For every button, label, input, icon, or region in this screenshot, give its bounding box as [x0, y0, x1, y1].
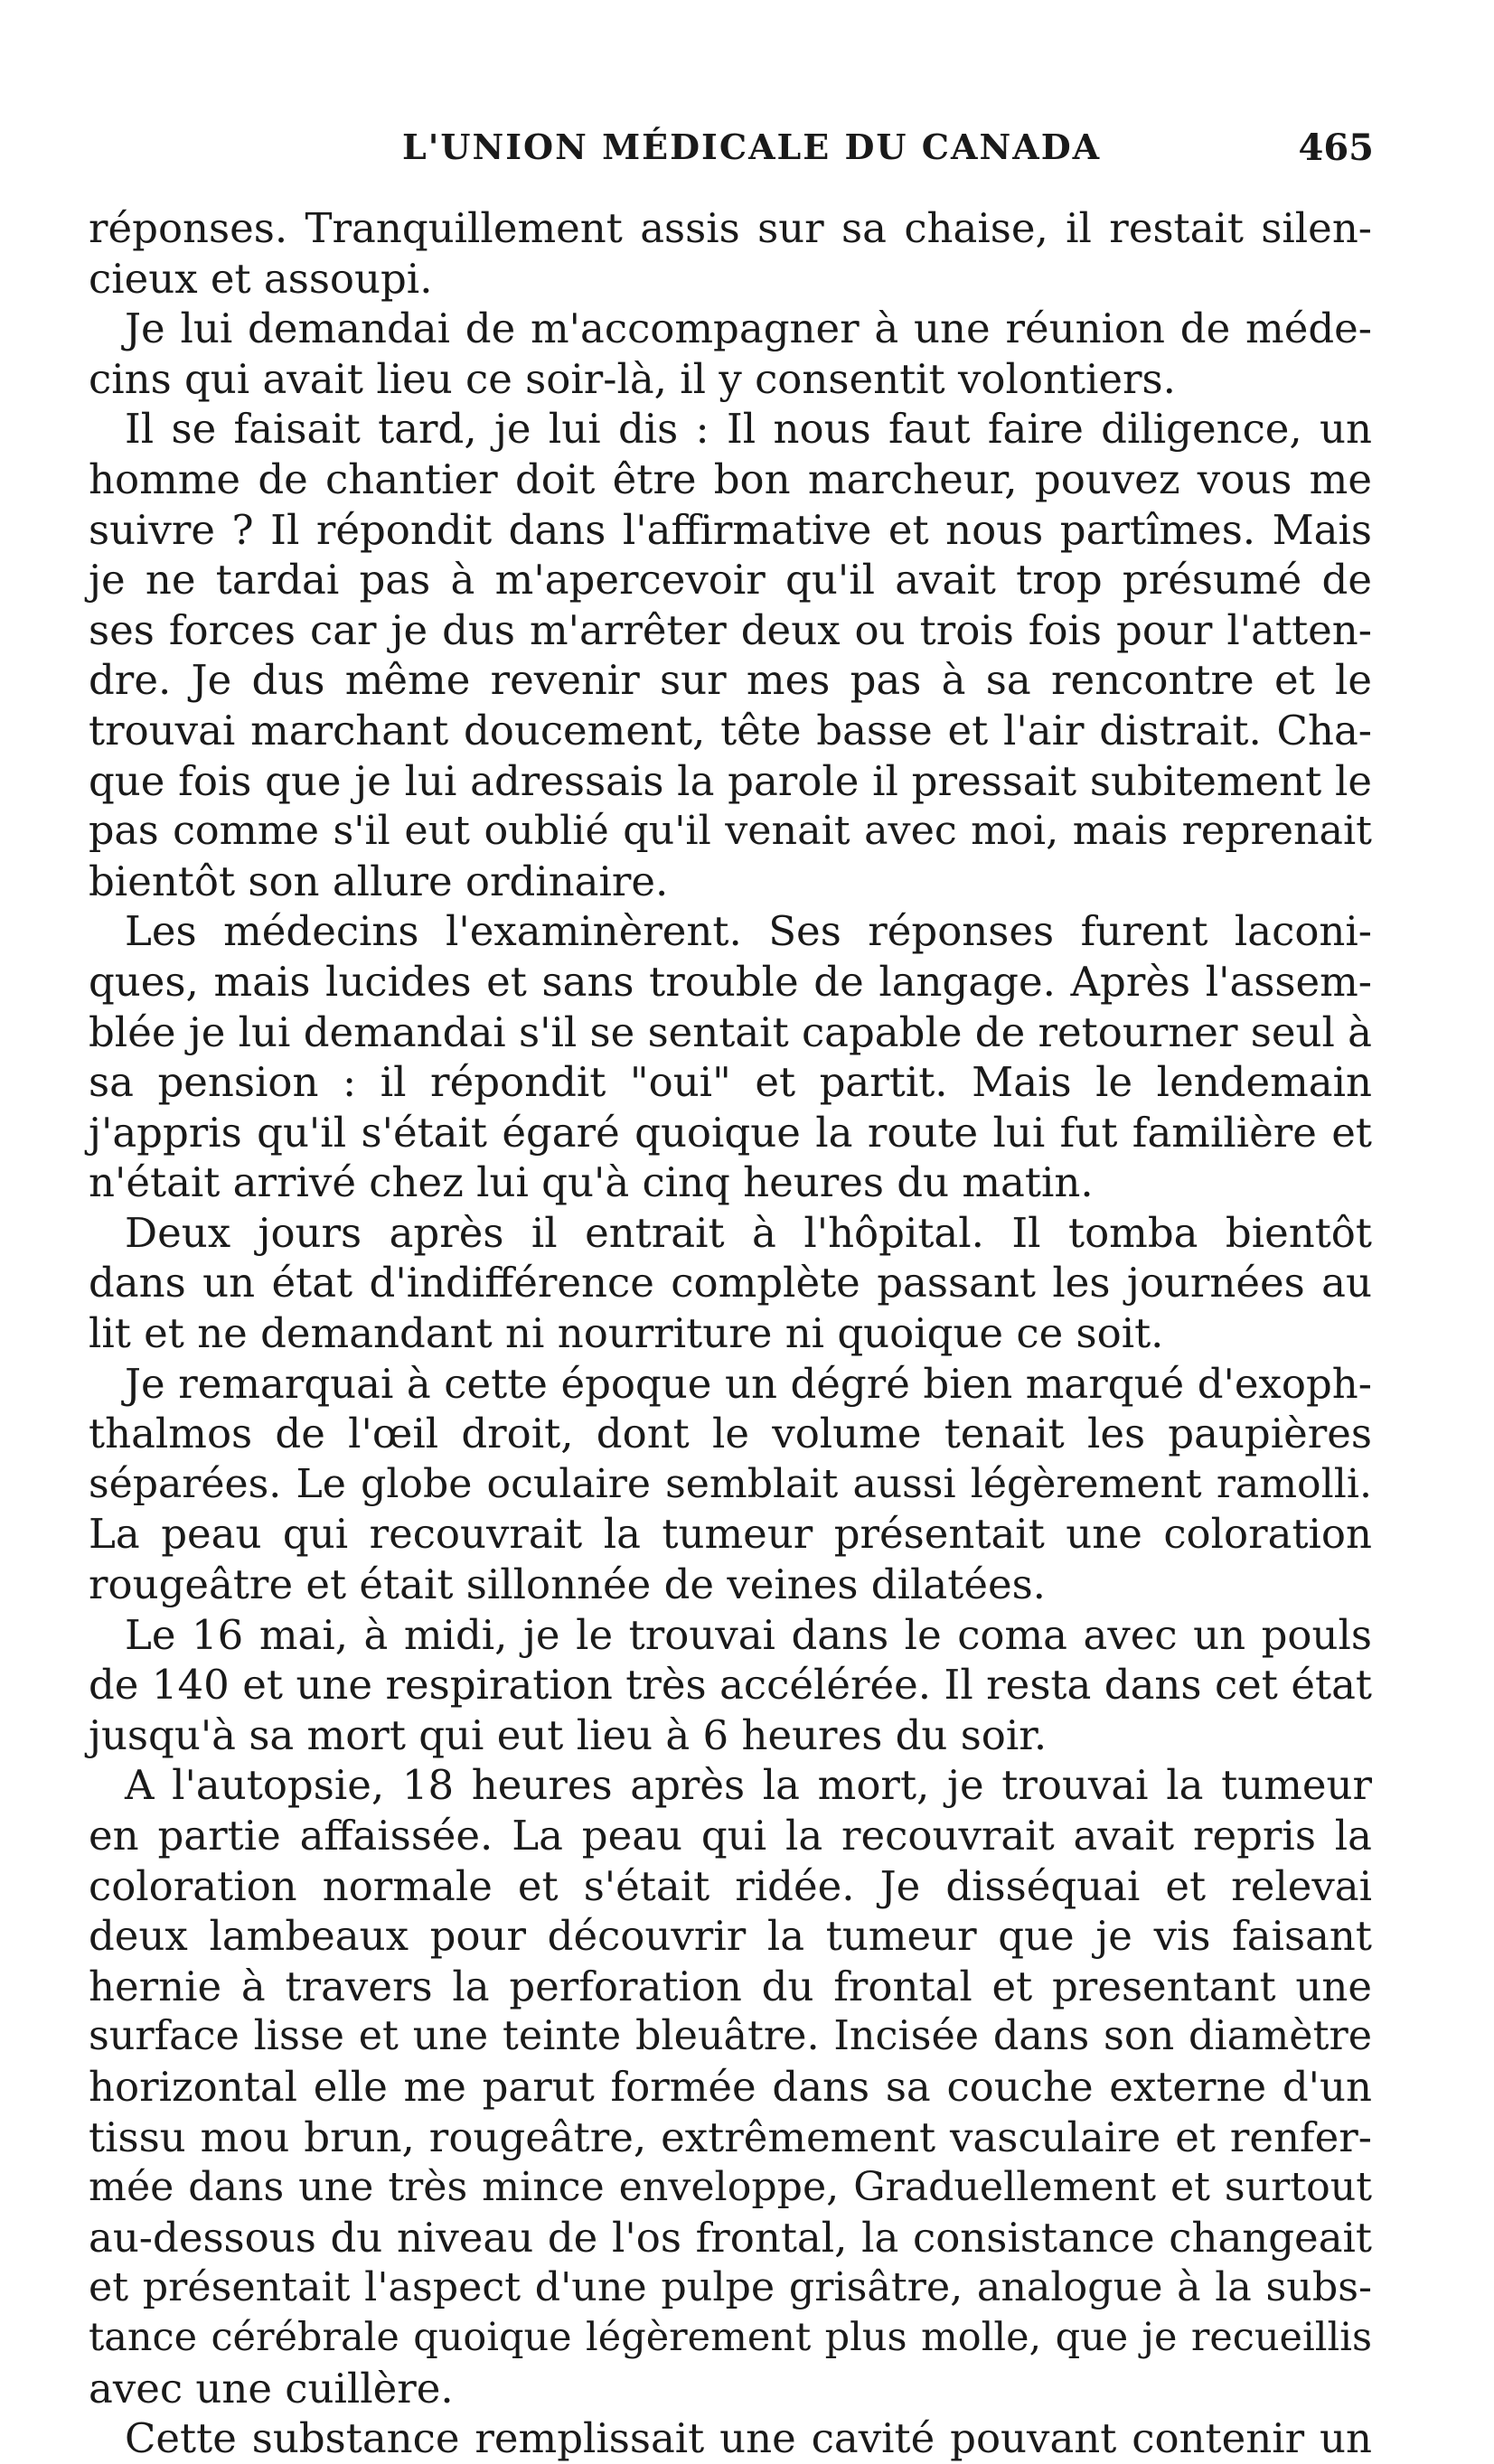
text-line: j'appris qu'il s'était égaré quoique la route lui fut familière et	[89, 1108, 1372, 1157]
text-line: bientôt son allure ordinaire.	[89, 857, 669, 905]
text-line: La peau qui recouvrait la tumeur présentait une coloration	[89, 1510, 1372, 1559]
body-text	[89, 203, 1372, 2464]
text-line: cieux et assoupi.	[89, 254, 433, 303]
text-line: que fois que je lui adressais la parole il pressait subitement le	[89, 756, 1372, 805]
text-line: homme de chantier doit être bon marcheur, pouvez vous me	[89, 454, 1372, 503]
text-line: en partie affaissée. La peau qui la recouvrait avait repris la	[89, 1812, 1372, 1860]
text-line: tance cérébrale quoique légèrement plus molle, que je recueillis	[89, 2314, 1372, 2360]
text-line: trouvai marchant doucement, tête basse et l'air distrait. Cha-	[89, 706, 1372, 754]
text-line: surface lisse et une teinte bleuâtre. Incisée dans son diamètre	[89, 2013, 1372, 2060]
text-line: lit et ne demandant ni nourriture ni quoique ce soit.	[89, 1309, 1164, 1358]
text-line: thalmos de l'œil droit, dont le volume tenait les paupières	[89, 1410, 1372, 1458]
text-line: hernie à travers la perforation du frontal et presentant une	[89, 1962, 1372, 2010]
text-line: rougeâtre et était sillonnée de veines dilatées.	[89, 1560, 1046, 1609]
text-line: Cette substance remplissait une cavité pouvant contenir un	[125, 2414, 1372, 2463]
text-line: je ne tardai pas à m'apercevoir qu'il avait trop présumé de	[89, 556, 1372, 604]
text-line: suivre ? Il répondit dans l'affirmative et nous partîmes. Mais	[89, 505, 1372, 554]
text-line: horizontal elle me parut formée dans sa couche externe d'un	[89, 2062, 1372, 2111]
text-line: ses forces car je dus m'arrêter deux ou trois fois pour l'atten-	[89, 605, 1372, 654]
text-line: dre. Je dus même revenir sur mes pas à sa rencontre et le	[89, 656, 1372, 705]
text-line: dans un état d'indifférence complète passant les journées au	[89, 1259, 1372, 1307]
page-number: 465	[1298, 126, 1374, 169]
text-line: et présentait l'aspect d'une pulpe grisâtre, analogue à la subs-	[89, 2264, 1372, 2311]
text-line: A l'autopsie, 18 heures après la mort, je trouvai la tumeur	[125, 1761, 1372, 1810]
text-line: cins qui avait lieu ce soir-là, il y consentit volontiers.	[89, 354, 1176, 403]
journal-title: L'UNION MÉDICALE DU CANADA	[402, 126, 1102, 167]
text-line: blée je lui demandai s'il se sentait capable de retourner seul à	[89, 1007, 1372, 1056]
text-line: avec une cuillère.	[89, 2364, 454, 2412]
text-line: réponses. Tranquillement assis sur sa chaise, il restait silen-	[89, 204, 1372, 252]
text-line: ques, mais lucides et sans trouble de langage. Après l'assem-	[89, 957, 1372, 1006]
text-line: Je lui demandai de m'accompagner à une réunion de méde-	[125, 304, 1372, 353]
text-line: mée dans une très mince enveloppe, Graduellement et surtout	[89, 2164, 1372, 2211]
text-line: sa pension : il répondit "oui" et partit. Mais le lendemain	[89, 1058, 1372, 1107]
text-line: n'était arrivé chez lui qu'à cinq heures du matin.	[89, 1158, 1094, 1207]
text-line: coloration normale et s'était ridée. Je disséquai et relevai	[89, 1861, 1372, 1910]
text-line: de 140 et une respiration très accélérée. Il resta dans cet état	[89, 1661, 1372, 1710]
text-line: séparées. Le globe oculaire semblait aussi légèrement ramolli.	[89, 1460, 1372, 1507]
text-line: Je remarquai à cette époque un dégré bien marqué d'exoph-	[125, 1359, 1372, 1408]
text-line: deux lambeaux pour découvrir la tumeur que je vis faisant	[89, 1912, 1372, 1961]
text-line: Les médecins l'examinèrent. Ses réponses furent laconi-	[125, 907, 1372, 956]
text-line: pas comme s'il eut oublié qu'il venait avec moi, mais reprenait	[89, 808, 1372, 855]
text-line: jusqu'à sa mort qui eut lieu à 6 heures du soir.	[89, 1710, 1048, 1759]
text-line: tissu mou brun, rougeâtre, extrêmement vasculaire et renfer-	[89, 2113, 1372, 2161]
text-line: au-dessous du niveau de l'os frontal, la consistance changeait	[89, 2213, 1372, 2262]
text-line: Le 16 mai, à midi, je le trouvai dans le coma avec un pouls	[125, 1610, 1372, 1659]
running-head	[0, 126, 1494, 181]
text-line: Deux jours après il entrait à l'hôpital. Il tomba bientôt	[125, 1208, 1372, 1257]
text-line: Il se faisait tard, je lui dis : Il nous faut faire diligence, un	[125, 405, 1372, 454]
